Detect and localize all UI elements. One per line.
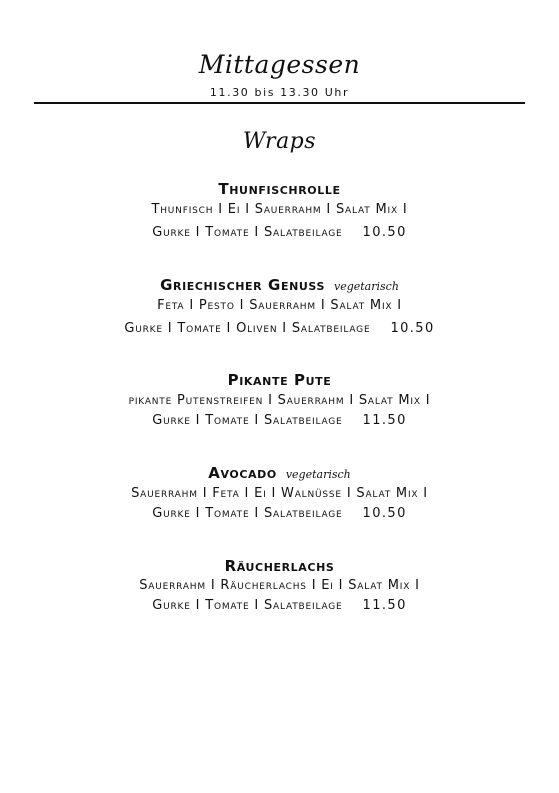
section-title: Wraps xyxy=(242,129,317,154)
ingredients-text: Gurke I Tomate I Salatbeilage xyxy=(152,413,343,428)
vegetarian-tag: vegetarisch xyxy=(333,280,399,293)
menu-item-name xyxy=(0,370,559,390)
ingredients-text: Gurke I Tomate I Salatbeilage xyxy=(152,506,343,521)
menu-item-ingredients: Thunfisch I Ei I Sauerrahm I Salat Mix I xyxy=(151,202,408,217)
menu-item-ingredients xyxy=(0,320,559,338)
item-name-text: Griechischer Genuss xyxy=(160,276,325,294)
menu-item-price: 10.50 xyxy=(390,321,435,336)
menu-item-price: 11.50 xyxy=(362,598,407,613)
menu-item-ingredients xyxy=(0,597,559,615)
item-name-text: Räucherlachs xyxy=(224,557,335,575)
menu-item-ingredients xyxy=(0,224,559,242)
menu-item-name xyxy=(0,556,559,576)
ingredients-text: Gurke I Tomate I Salatbeilage xyxy=(152,225,343,240)
menu-item-ingredients: Sauerrahm I Feta I Ei I Walnüsse I Salat Mix I xyxy=(131,486,428,501)
header-divider xyxy=(34,102,525,104)
item-name-text: Avocado xyxy=(208,464,277,482)
menu-item-ingredients xyxy=(0,505,559,523)
item-name-text: Thunfischrolle xyxy=(218,180,341,198)
ingredients-text: Gurke I Tomate I Salatbeilage xyxy=(152,598,343,613)
menu-item-price: 10.50 xyxy=(362,506,407,521)
menu-item-ingredients: Feta I Pesto I Sauerrahm I Salat Mix I xyxy=(157,298,402,313)
menu-item-price: 11.50 xyxy=(362,413,407,428)
serving-hours: 11.30 bis 13.30 Uhr xyxy=(209,86,350,99)
menu-item-name xyxy=(0,179,559,199)
menu-item-name xyxy=(0,463,559,485)
menu-title: Mittagessen xyxy=(198,50,361,79)
menu-item-name xyxy=(0,275,559,297)
menu-item-ingredients xyxy=(0,412,559,430)
ingredients-text: Gurke I Tomate I Oliven I Salatbeilage xyxy=(124,321,371,336)
menu-item-price: 10.50 xyxy=(362,225,407,240)
item-name-text: Pikante Pute xyxy=(227,371,332,389)
menu-item-ingredients: pikante Putenstreifen I Sauerrahm I Salat Mix I xyxy=(128,393,431,408)
menu-item-ingredients: Sauerrahm I Räucherlachs I Ei I Salat Mix I xyxy=(139,578,420,593)
vegetarian-tag: vegetarisch xyxy=(285,468,351,481)
